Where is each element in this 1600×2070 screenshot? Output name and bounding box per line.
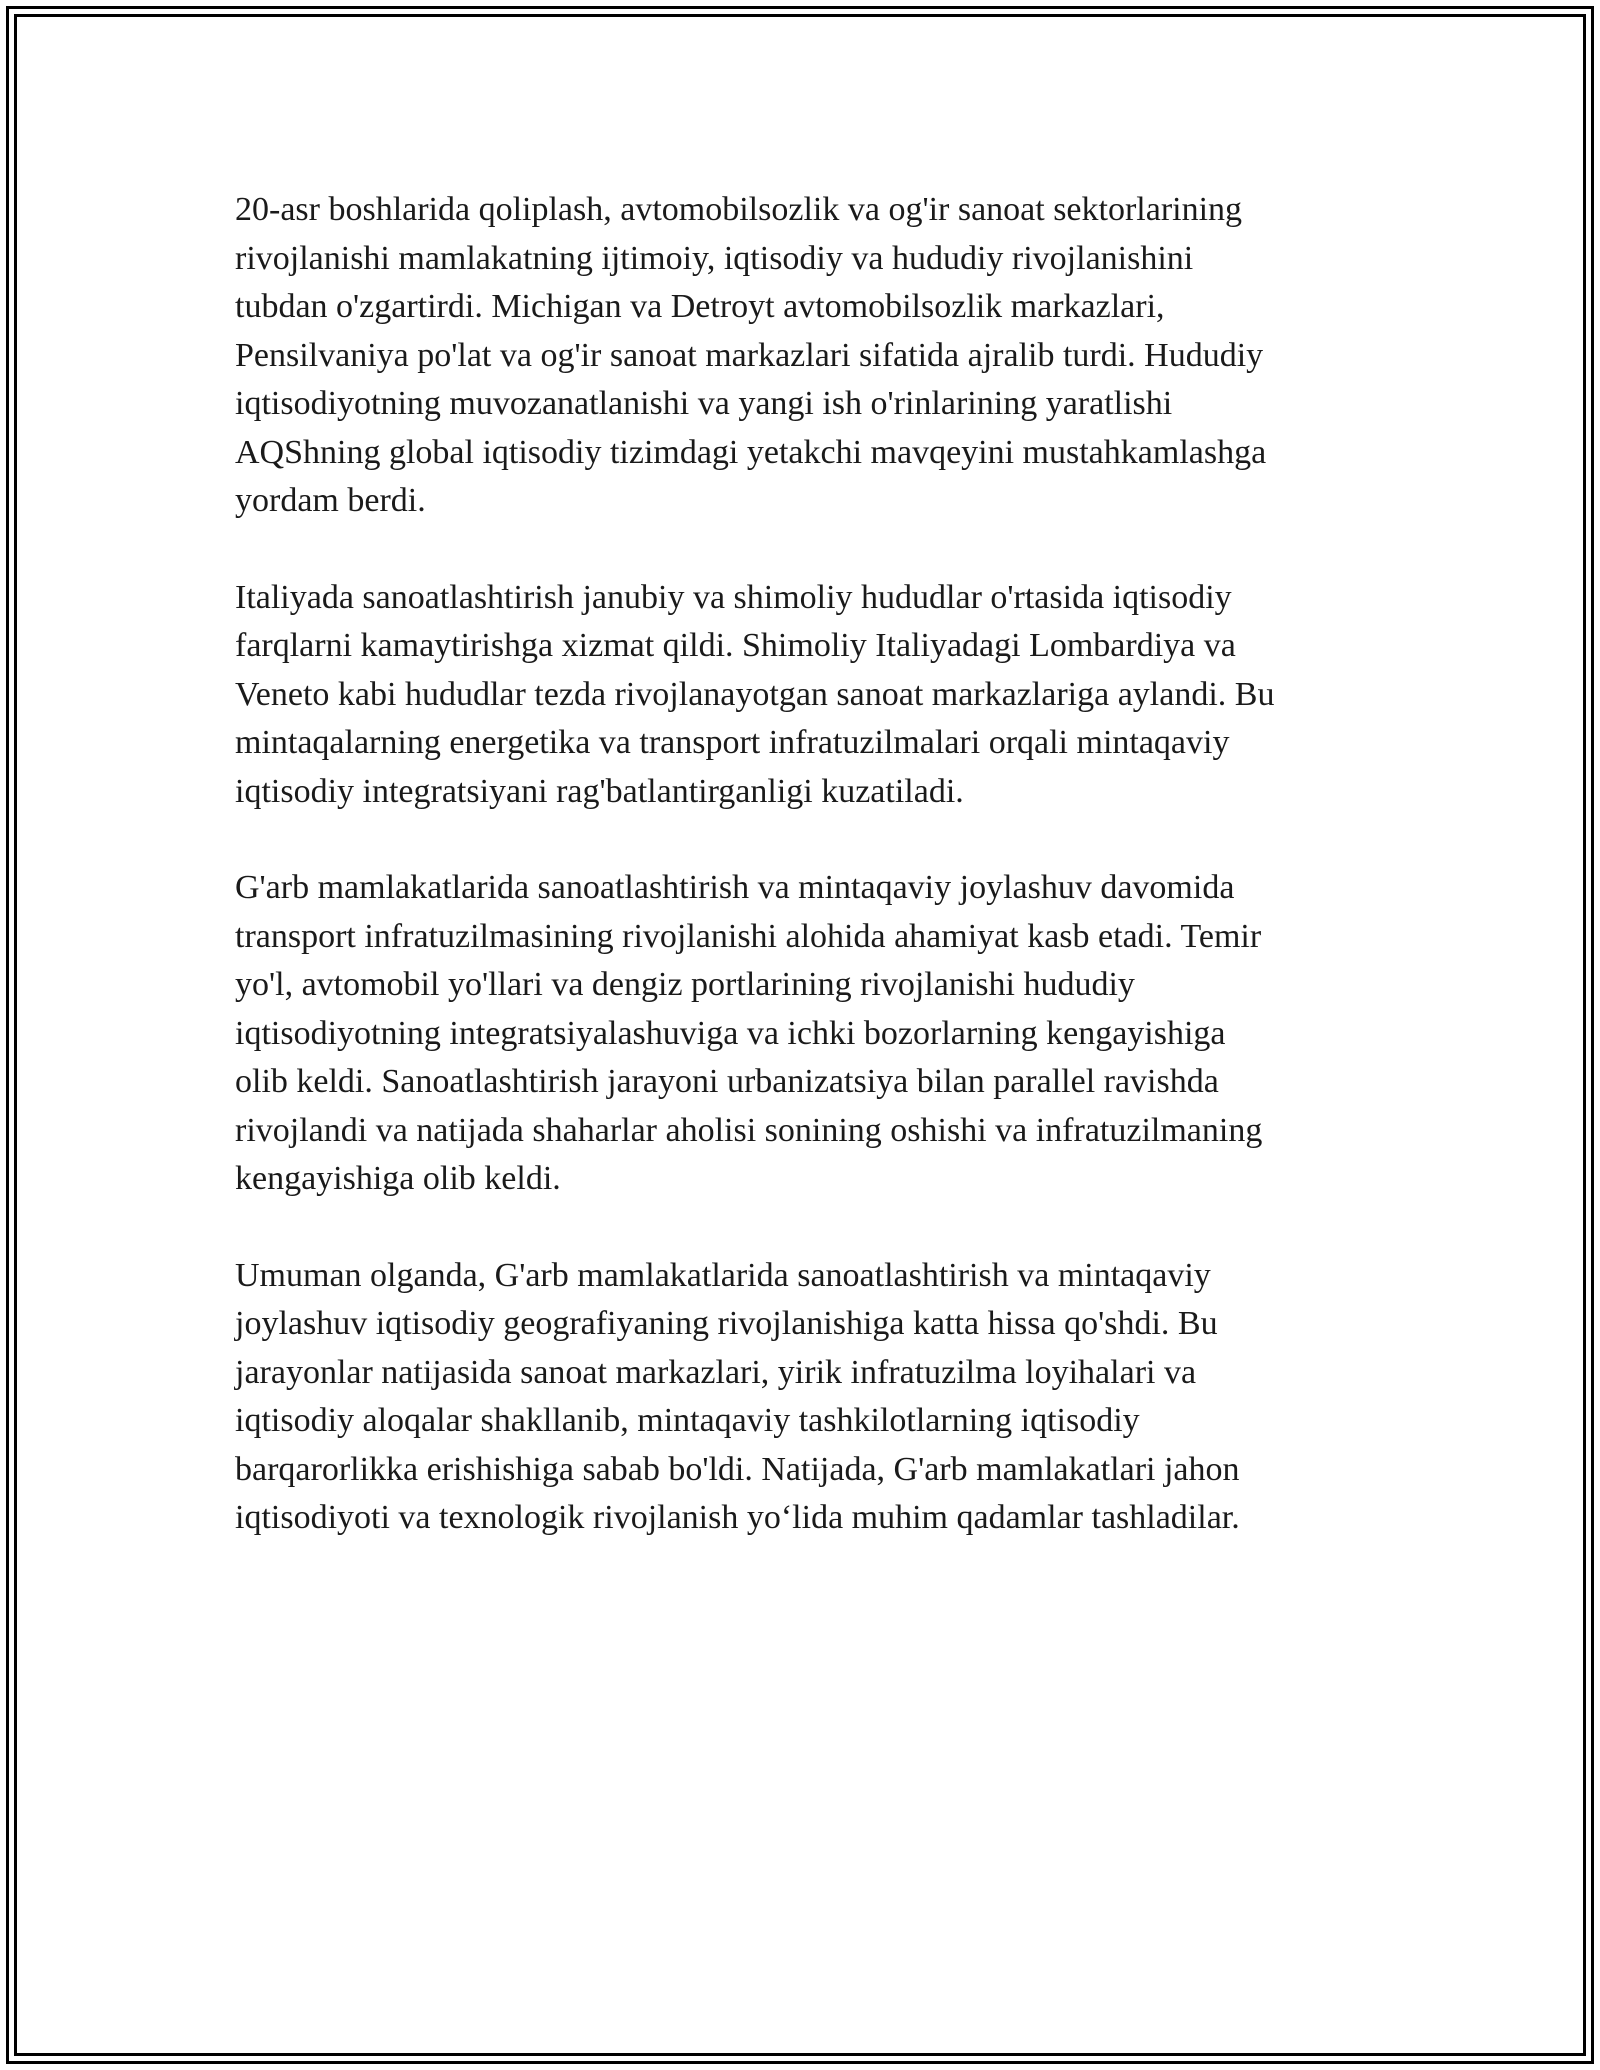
document-body (235, 186, 1365, 1591)
paragraph-2: Italiyada sanoatlashtirish janubiy va shimoliy hududlar o'rtasida iqtisodiy farqlarni kamaytirishga xizmat qildi. Shimoliy Italiyadagi Lombardiya va Veneto kabi hududlar tezda rivojlanayotgan sanoat markazlariga aylandi. Bu mintaqalarning energetika va transport infratuzilmalari orqali mintaqaviy iqtisodiy integratsiyani rag'batlantirganligi kuzatiladi. (235, 578, 1275, 810)
paragraph-3: G'arb mamlakatlarida sanoatlashtirish va mintaqaviy joylashuv davomida transport infratuzilmasining rivojlanishi alohida ahamiyat kasb etadi. Temir yo'l, avtomobil yo'llari va dengiz portlarining rivojlanishi hududiy iqtisodiyotning integratsiyalashuviga va ichki bozorlarning kengayishiga olib keldi. Sanoatlashtirish jarayoni urbanizatsiya bilan parallel ravishda rivojlandi va natijada shaharlar aholisi sonining oshishi va infratuzilmaning kengayishiga olib keldi. (235, 869, 1263, 1197)
paragraph-4: Umuman olganda, G'arb mamlakatlarida sanoatlashtirish va mintaqaviy joylashuv iqtisodiy geografiyaning rivojlanishiga katta hissa qo'shdi. Bu jarayonlar natijasida sanoat markazlari, yirik infratuzilma loyihalari va iqtisodiy aloqalar shakllanib, mintaqaviy tashkilotlarning iqtisodiy barqarorlikka erishishiga sabab bo'ldi. Natijada, G'arb mamlakatlari jahon iqtisodiyoti va texnologik rivojlanish yo‘lida muhim qadamlar tashladilar. (235, 1256, 1240, 1536)
paragraph-1: 20-asr boshlarida qoliplash, avtomobilsozlik va og'ir sanoat sektorlarining rivojlanishi mamlakatning ijtimoiy, iqtisodiy va hududiy rivojlanishini tubdan o'zgartirdi. Michigan va Detroyt avtomobilsozlik markazlari, Pensilvaniya po'lat va og'ir sanoat markazlari sifatida ajralib turdi. Hududiy iqtisodiyotning muvozanatlanishi va yangi ish o'rinlarining yaratlishi AQShning global iqtisodiy tizimdagi yetakchi mavqeyini mustahkamlashga yordam berdi. (235, 191, 1267, 519)
